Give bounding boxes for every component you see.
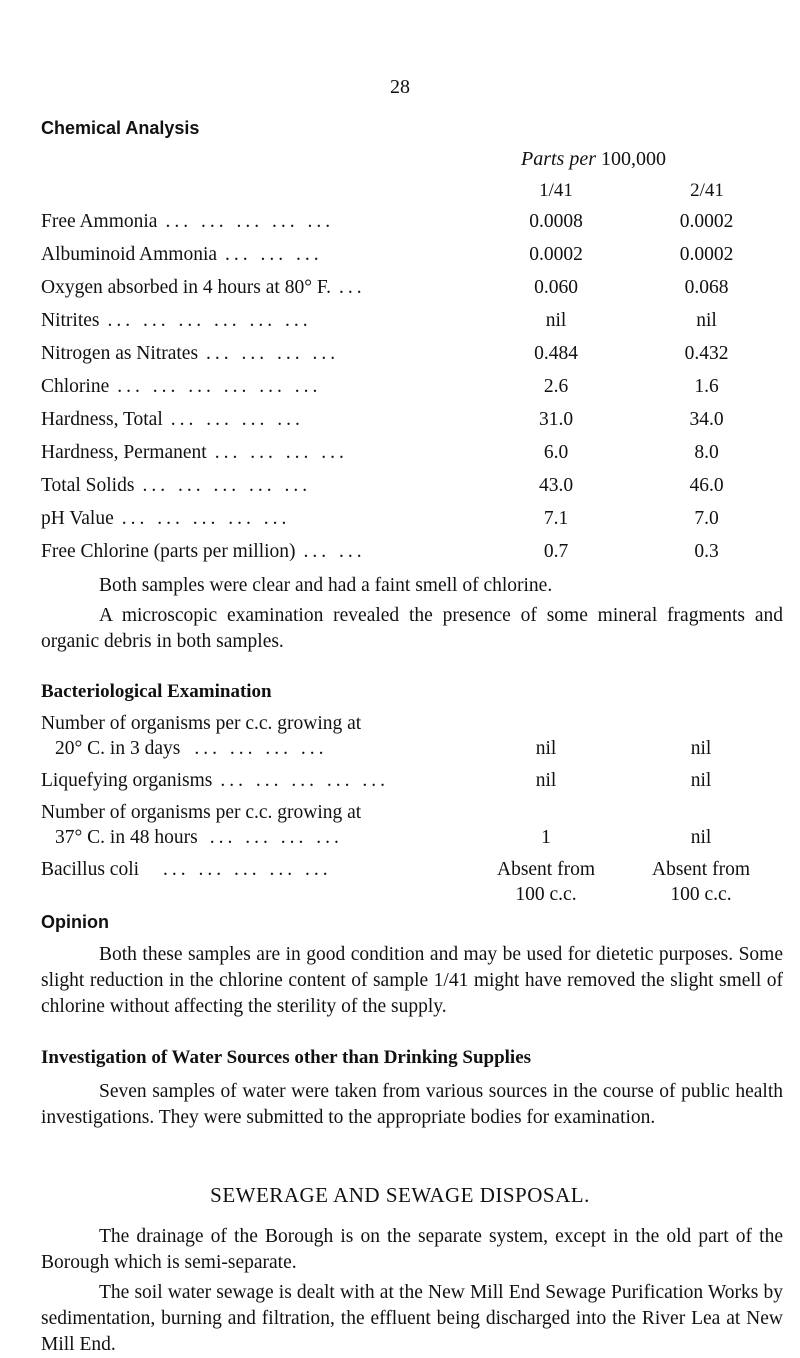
row-value-1: nil xyxy=(535,770,557,791)
table-row xyxy=(41,442,781,468)
row-label-text: Free Chlorine (parts per million) xyxy=(41,541,296,562)
row-value-1-line2: 100 c.c. xyxy=(515,884,577,905)
leader-dots: ... ... ... ... xyxy=(214,442,348,463)
leader-dots: ... ... ... ... ... xyxy=(142,475,312,496)
row-value-2: 46.0 xyxy=(689,475,724,496)
row-value-1: 0.484 xyxy=(534,343,578,364)
row-value-1: 43.0 xyxy=(538,475,574,496)
leader-dots: ... ... ... xyxy=(225,244,323,265)
row-value-1: Absent from xyxy=(496,859,596,880)
row-value-2: 0.068 xyxy=(684,277,729,298)
row-label-text: Albuminoid Ammonia xyxy=(41,244,218,265)
row-label xyxy=(41,409,304,431)
row-label-text: Nitrogen as Nitrates xyxy=(41,343,199,364)
row-label-line2 xyxy=(55,827,343,849)
leader-dots: ... ... ... ... ... ... xyxy=(107,310,312,331)
row-label-text: Bacillus coli xyxy=(41,859,140,880)
row-value-2: 7.0 xyxy=(694,508,719,529)
table-row xyxy=(41,343,781,369)
row-label xyxy=(41,211,334,233)
leader-dots: ... ... xyxy=(303,541,366,562)
row-value-2: 0.3 xyxy=(694,541,719,562)
opinion-text: Both these samples are in good condition and may be used for dietetic purposes. Some slight reduction in the chlorine content of sample 1/41 might have removed the slight smell of chlorine without affecting the sterility of the supply. xyxy=(41,944,783,1017)
row-label-text: Oxygen absorbed in 4 hours at 80° F. xyxy=(41,277,332,298)
opinion-heading: Opinion xyxy=(41,912,109,932)
row-value-1: 0.7 xyxy=(543,541,569,562)
row-label-text: Hardness, Permanent xyxy=(41,442,207,463)
row-label-text: 37° C. in 48 hours xyxy=(55,827,198,848)
leader-dots: ... xyxy=(339,277,366,298)
row-value-2: 1.6 xyxy=(694,376,719,397)
row-label-text: Liquefying organisms xyxy=(41,770,213,791)
page-number: 28 xyxy=(390,76,410,98)
chemical-analysis-heading: Chemical Analysis xyxy=(41,118,200,138)
leader-dots: ... ... ... ... ... ... xyxy=(117,376,322,397)
row-label xyxy=(41,376,321,398)
row-label xyxy=(41,859,332,881)
row-label-line1: Number of organisms per c.c. growing at xyxy=(41,802,362,823)
row-value-2: 34.0 xyxy=(689,409,724,430)
row-value-1: 0.0008 xyxy=(529,211,583,232)
row-value-2: nil xyxy=(690,770,712,791)
sewerage-para-2: The soil water sewage is dealt with at the New Mill End Sewage Purification Works by sedimentation, burning and filtration, the effluent being discharged into the River Lea at New Mill End. xyxy=(41,1282,783,1355)
table-row xyxy=(41,376,781,402)
row-label-line1: Number of organisms per c.c. growing at xyxy=(41,713,362,734)
chemical-note-2: A microscopic examination revealed the presence of some mineral fragments and organic debris in both samples. xyxy=(41,605,783,652)
row-label xyxy=(41,343,339,365)
row-label xyxy=(41,475,311,497)
row-label-text: Nitrites xyxy=(41,310,100,331)
column-header-1: 1/41 xyxy=(539,180,573,201)
row-value-2-line2: 100 c.c. xyxy=(670,884,732,905)
bacteriological-heading: Bacteriological Examination xyxy=(41,681,272,702)
row-label xyxy=(41,770,389,792)
row-value-1: 0.060 xyxy=(534,277,578,298)
row-label-text: Hardness, Total xyxy=(41,409,163,430)
row-value-1: nil xyxy=(535,738,557,759)
sewerage-para-1: The drainage of the Borough is on the separate system, except in the old part of the Borough which is semi-separate. xyxy=(41,1226,783,1273)
row-label xyxy=(41,244,323,266)
row-value-2: 0.432 xyxy=(684,343,729,364)
units-rest: 100,000 xyxy=(601,148,666,170)
leader-dots: ... ... ... ... ... xyxy=(220,770,389,791)
row-value-2: 8.0 xyxy=(694,442,719,463)
row-label-text: pH Value xyxy=(41,508,114,529)
units-heading xyxy=(521,148,666,171)
row-value-1: 31.0 xyxy=(538,409,574,430)
leader-dots: ... ... ... ... xyxy=(170,409,304,430)
investigation-heading: Investigation of Water Sources other than Drinking Supplies xyxy=(41,1047,532,1068)
sewerage-heading: SEWERAGE AND SEWAGE DISPOSAL. xyxy=(210,1183,590,1207)
units-italic: Parts per xyxy=(521,148,596,170)
leader-dots: ... ... ... ... xyxy=(206,343,340,364)
table-row xyxy=(41,244,781,270)
table-row xyxy=(41,475,781,501)
row-value-2: 0.0002 xyxy=(679,244,734,265)
row-value-1: 7.1 xyxy=(543,508,569,529)
row-value-1: 2.6 xyxy=(543,376,569,397)
row-label xyxy=(41,310,312,332)
row-label-text: Free Ammonia xyxy=(41,211,158,232)
table-row xyxy=(41,211,781,237)
leader-dots: ... ... ... ... ... xyxy=(121,508,291,529)
table-row xyxy=(41,508,781,534)
table-row xyxy=(41,310,781,336)
row-value-1: 1 xyxy=(541,827,551,848)
leader-dots: ... ... ... ... xyxy=(209,827,343,848)
leader-dots: ... ... ... ... xyxy=(194,738,328,759)
row-label xyxy=(41,541,366,563)
column-header-2: 2/41 xyxy=(690,180,724,201)
row-value-1: 0.0002 xyxy=(529,244,583,265)
row-label-text: 20° C. in 3 days xyxy=(55,738,181,759)
row-value-1: nil xyxy=(545,310,567,331)
row-value-2: Absent from xyxy=(651,859,751,880)
leader-dots: ... ... ... ... ... xyxy=(165,211,335,232)
row-label-line2 xyxy=(55,738,327,760)
chemical-note-1: Both samples were clear and had a faint smell of chlorine. xyxy=(99,575,553,596)
table-row xyxy=(41,277,781,303)
row-label-text: Chlorine xyxy=(41,376,110,397)
row-label xyxy=(41,277,366,299)
row-label xyxy=(41,442,348,464)
row-label xyxy=(41,508,290,530)
row-value-2: nil xyxy=(690,738,712,759)
row-label-text: Total Solids xyxy=(41,475,135,496)
table-row xyxy=(41,409,781,435)
row-value-2: nil xyxy=(690,827,712,848)
leader-dots: ... ... ... ... ... xyxy=(163,859,332,880)
table-row xyxy=(41,541,781,567)
row-value-1: 6.0 xyxy=(543,442,569,463)
investigation-text: Seven samples of water were taken from various sources in the course of public health investigations. They were submitted to the appropriate bodies for examination. xyxy=(41,1081,783,1128)
row-value-2: nil xyxy=(696,310,717,331)
row-value-2: 0.0002 xyxy=(679,211,734,232)
